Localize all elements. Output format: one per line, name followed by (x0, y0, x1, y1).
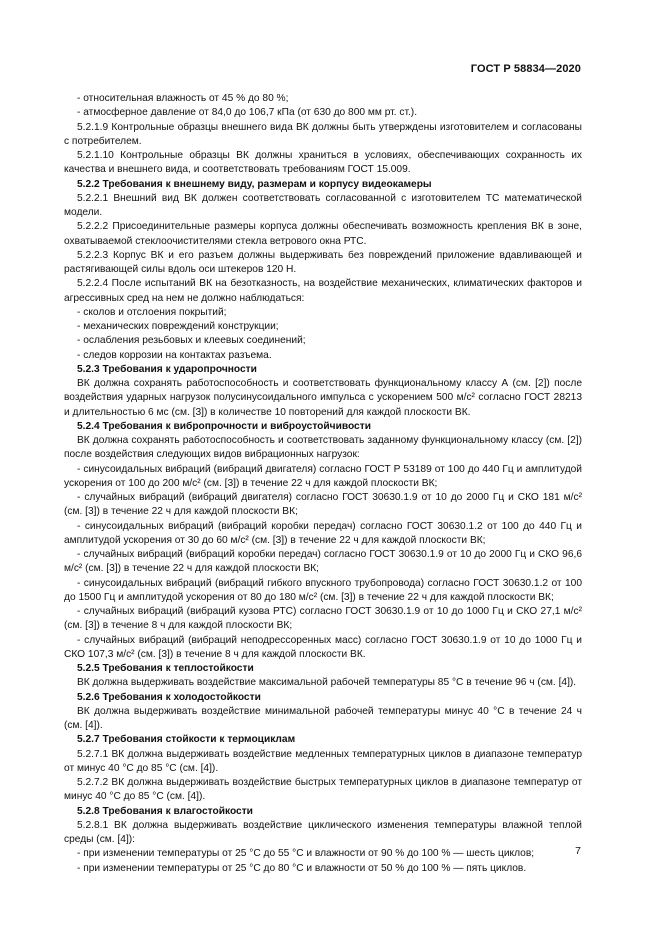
section-heading: 5.2.8 Требования к влагостойкости (77, 805, 253, 817)
paragraph: ВК должна выдерживать воздействие минимальной рабочей температуры минус 40 °С в течение 24 ч (см. [4]). (64, 705, 582, 731)
list-item: - случайных вибраций (вибраций кузова РТС) согласно ГОСТ 30630.1.9 от 10 до 1000 Гц и СКО 27,1 м/с² (см. [3]) в течение 8 ч для каждой плоскости ВК; (64, 606, 582, 632)
section-heading: 5.2.2 Требования к внешнему виду, размерам и корпусу видеокамеры (77, 178, 432, 190)
list-item: - случайных вибраций (вибраций неподрессоренных масс) согласно ГОСТ 30630.1.9 от 10 до 1000 Гц и СКО 107,3 м/с² (см. [3]) в течение 8 ч для каждой плоскости ВК. (64, 634, 582, 660)
section-heading: 5.2.4 Требования к вибропрочности и виброустойчивости (77, 420, 371, 432)
section-heading: 5.2.3 Требования к ударопрочности (77, 363, 257, 375)
paragraph: 5.2.2.1 Внешний вид ВК должен соответствовать согласованной с изготовителем ТС математической модели. (64, 192, 582, 218)
paragraph: 5.2.7.1 ВК должна выдерживать воздействие медленных температурных циклов в диапазоне температур от минус 40 °С до 85 °С (см. [4]). (64, 748, 582, 774)
section-heading: 5.2.7 Требования стойкости к термоциклам (77, 734, 296, 746)
section-heading: 5.2.6 Требования к холодостойкости (77, 691, 261, 703)
list-item: - случайных вибраций (вибраций коробки передач) согласно ГОСТ 30630.1.9 от 10 до 2000 Гц и СКО 96,6 м/с² (см. [3]) в течение 22 ч для каждой плоскости ВК; (64, 549, 582, 575)
list-item: - ослабления резьбовых и клеевых соединений; (77, 335, 306, 347)
list-item: - атмосферное давление от 84,0 до 106,7 кПа (от 630 до 800 мм рт. ст.). (77, 107, 418, 119)
paragraph: ВК должна сохранять работоспособность и соответствовать функциональному классу А (см. [2]) после воздействия ударных нагрузок полусинусоидального импульса с ускорением 500 м/с² согласно ГОСТ 28213 и длительностью 6 мс (см. [3]) в количестве 10 повторений для каждой плоскости ВК. (64, 378, 582, 418)
document-header: ГОСТ Р 58834—2020 (470, 63, 581, 75)
section-heading: 5.2.5 Требования к теплостойкости (77, 663, 254, 674)
paragraph: 5.2.1.9 Контрольные образцы внешнего вида ВК должны быть утверждены изготовителем и согласованы с потребителем. (64, 121, 582, 147)
paragraph: ВК должна сохранять работоспособность и соответствовать заданному функциональному классу (см. [2]) после воздействия следующих видов вибрационных нагрузок: (64, 435, 582, 461)
list-item: - механических повреждений конструкции; (77, 321, 279, 332)
paragraph: 5.2.1.10 Контрольные образцы ВК должны храниться в условиях, обеспечивающих сохранность их качества и внешнего вида, и соответствовать требованиям ГОСТ 15.009. (64, 150, 582, 176)
list-item: - следов коррозии на контактах разъема. (77, 349, 272, 361)
page-number: 7 (575, 845, 581, 857)
list-item: - сколов и отслоения покрытий; (77, 306, 227, 318)
list-item: - случайных вибраций (вибраций двигателя) согласно ГОСТ 30630.1.9 от 10 до 2000 Гц и СКО 181 м/с² (см. [3]) в течение 22 ч для каждой плоскости ВК; (64, 492, 582, 518)
list-item: - относительная влажность от 45 % до 80 %; (77, 93, 289, 104)
list-item: - синусоидальных вибраций (вибраций двигателя) согласно ГОСТ Р 53189 от 100 до 440 Гц и амплитудой ускорения от 100 до 200 м/с² (см. [3]) в течение 22 ч для каждой плоскости ВК; (64, 463, 582, 489)
paragraph: 5.2.8.1 ВК должна выдерживать воздействие циклического изменения температуры влажной теплой среды (см. [4]): (64, 819, 582, 845)
paragraph: 5.2.2.3 Корпус ВК и его разъем должны выдерживать без повреждений приложение вдавливающей и растягивающей силы вдоль оси штекеров 120 Н. (64, 249, 582, 275)
list-item: - при изменении температуры от 25 °С до 55 °С и влажности от 90 % до 100 % — шесть циклов; (77, 848, 535, 860)
paragraph: 5.2.2.4 После испытаний ВК на безотказность, на воздействие механических, климатических факторов и агрессивных сред на нем не должно наблюдаться: (64, 278, 582, 304)
paragraph: 5.2.2.2 Присоединительные размеры корпуса должны обеспечивать возможность крепления ВК в зоне, охватываемой стеклоочистителями стекла ветрового окна РТС. (64, 221, 582, 247)
list-item: - при изменении температуры от 25 °С до 80 °С и влажности от 50 % до 100 % — пять циклов. (77, 862, 527, 874)
list-item: - синусоидальных вибраций (вибраций гибкого впускного трубопровода) согласно ГОСТ 30630.1.2 от 100 до 1500 Гц и амплитудой ускорения от 80 до 180 м/с² (см. [3]) в течение 22 ч для каждой плоскости ВК; (64, 577, 582, 603)
document-body (64, 92, 582, 876)
list-item: - синусоидальных вибраций (вибраций коробки передач) согласно ГОСТ 30630.1.2 от 100 до 440 Гц и амплитудой ускорения от 30 до 60 м/с² (см. [3]) в течение 22 ч для каждой плоскости ВК; (64, 520, 582, 546)
paragraph: ВК должна выдерживать воздействие максимальной рабочей температуры 85 °С в течение 96 ч (см. [4]). (77, 677, 577, 689)
paragraph: 5.2.7.2 ВК должна выдерживать воздействие быстрых температурных циклов в диапазоне температур от минус 40 °С до 85 °С (см. [4]). (64, 777, 582, 803)
